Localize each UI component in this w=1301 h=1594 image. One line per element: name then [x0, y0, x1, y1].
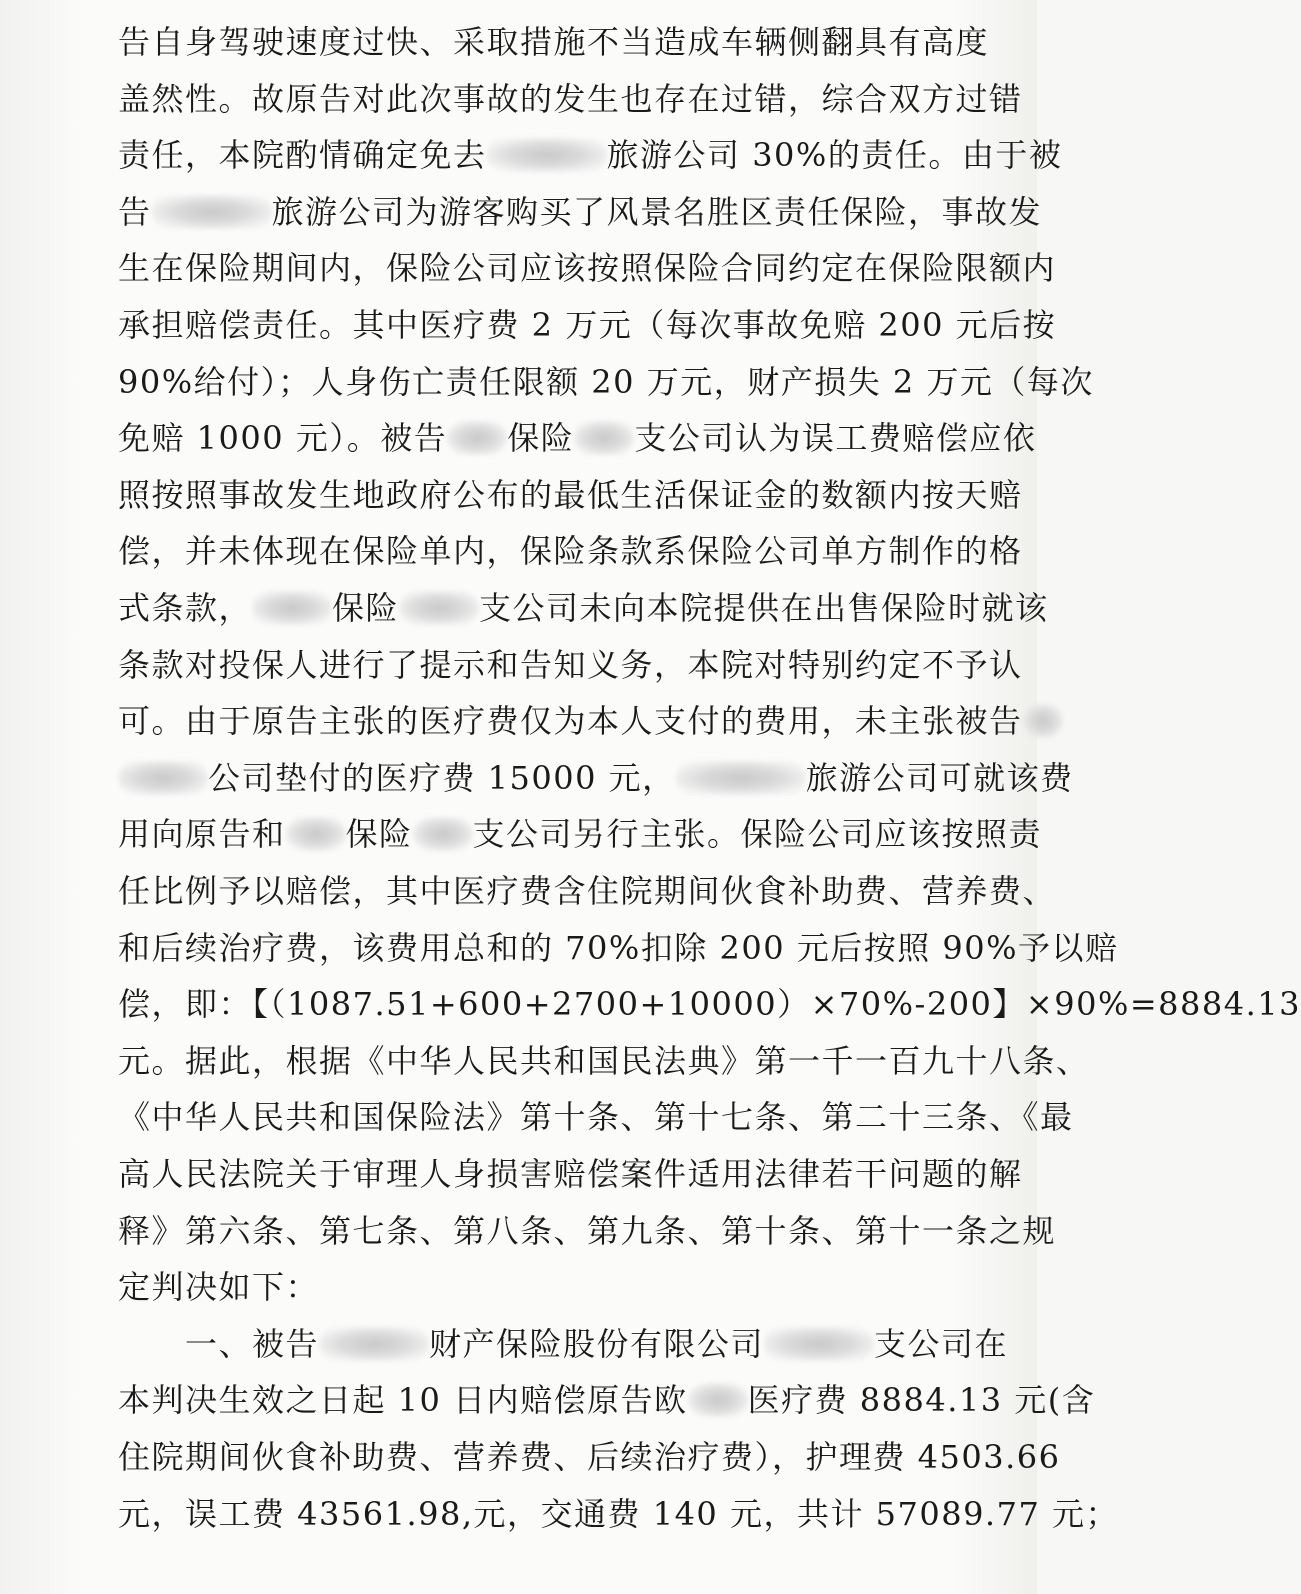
redacted-blur — [764, 1327, 874, 1361]
text-segment: 旅游公司 30%的责任。由于被 — [606, 136, 1063, 175]
text-segment: 盖然性。故原告对此次事故的发生也存在过错，综合双方过错 — [118, 79, 1023, 118]
text-line — [118, 580, 1049, 636]
text-segment: 用向原告和 — [118, 815, 286, 854]
text-line — [118, 240, 1057, 296]
text-line — [118, 1146, 1023, 1202]
text-line — [118, 1486, 1119, 1542]
text-segment: 公司垫付的医疗费 15000 元， — [208, 758, 676, 797]
text-segment: 生在保险期间内，保险公司应该按照保险合同约定在保险限额内 — [118, 249, 1057, 288]
text-segment: 支公司未向本院提供在出售保险时就该 — [479, 589, 1049, 627]
text-line — [118, 750, 1074, 806]
text-segment: 高人民法院关于审理人身损害赔偿案件适用法律若干问题的解 — [118, 1155, 1023, 1193]
text-line — [118, 976, 1301, 1032]
redacted-blur — [118, 761, 208, 795]
text-segment: 本判决生效之日起 10 日内赔偿原告欧 — [118, 1381, 688, 1420]
text-segment: 承担赔偿责任。其中医疗费 2 万元（每次事故免赔 200 元后按 — [118, 306, 1057, 344]
text-segment: 责任，本院酌情确定免去 — [118, 136, 487, 175]
redacted-blur — [676, 761, 806, 795]
text-segment: 释》第六条、第七条、第八条、第九条、第十条、第十一条之规 — [118, 1211, 1057, 1250]
text-line — [118, 863, 1057, 919]
redacted-blur — [252, 591, 332, 625]
text-segment: 任比例予以赔偿，其中医疗费含住院期间伙食补助费、营养费、 — [118, 872, 1057, 910]
text-segment: 旅游公司为游客购买了风景名胜区责任保险，事故发 — [271, 192, 1043, 231]
text-segment: 告自身驾驶速度过快、采取措施不当造成车辆侧翻具有高度 — [118, 23, 990, 61]
text-line — [118, 1372, 1096, 1428]
text-line — [118, 1033, 1090, 1089]
redacted-blur — [447, 421, 507, 455]
text-segment: 元，误工费 43561.98,元，交通费 140 元，共计 57089.77 元； — [118, 1494, 1119, 1533]
redacted-blur — [152, 195, 272, 229]
text-segment: 条款对投保人进行了提示和告知义务，本院对特别约定不予认 — [118, 645, 1023, 684]
text-segment: 照按照事故发生地政府公布的最低生活保证金的数额内按天赔 — [118, 475, 1023, 514]
text-segment: 财产保险股份有限公司 — [429, 1324, 765, 1363]
text-segment: 偿，即：【（1087.51+600+2700+10000）×70%-200】×90%=8884.13 — [118, 985, 1301, 1024]
text-line — [118, 806, 1043, 862]
text-segment: 一、被告 — [118, 1324, 320, 1363]
text-line — [118, 1089, 1074, 1145]
text-line — [118, 1429, 1061, 1485]
text-line — [118, 410, 1037, 466]
text-segment: 保险 — [332, 589, 400, 627]
text-line — [118, 920, 1119, 976]
text-segment: 式条款， — [118, 589, 253, 627]
text-segment: 免赔 1000 元）。被告 — [118, 419, 448, 458]
redacted-blur — [286, 817, 346, 851]
text-segment: 90%给付）；人身伤亡责任限额 20 万元，财产损失 2 万元（每次 — [118, 362, 1094, 401]
text-segment: 旅游公司可就该费 — [805, 758, 1074, 797]
text-segment: 支公司认为误工费赔偿应依 — [634, 419, 1037, 458]
text-segment: 医疗费 8884.13 元(含 — [747, 1381, 1096, 1420]
text-segment: 保险 — [507, 419, 575, 458]
text-line — [118, 184, 1043, 240]
text-segment: 定判决如下： — [118, 1268, 320, 1307]
redacted-blur — [487, 138, 607, 172]
text-segment: 偿，并未体现在保险单内，保险条款系保险公司单方制作的格 — [118, 532, 1023, 571]
text-segment: 告 — [118, 192, 152, 231]
text-line — [118, 71, 1023, 127]
text-segment: 支公司另行主张。保险公司应该按照责 — [472, 815, 1043, 854]
text-segment: 《中华人民共和国保险法》第十条、第十七条、第二十三条、《最 — [118, 1098, 1074, 1137]
text-line — [118, 693, 1023, 749]
text-segment: 住院期间伙食补助费、营养费、后续治疗费），护理费 4503.66 — [118, 1438, 1061, 1476]
text-segment: 元。据此，根据《中华人民共和国民法典》第一千一百九十八条、 — [118, 1041, 1090, 1080]
text-line — [118, 354, 1094, 410]
text-line — [118, 1203, 1057, 1259]
redacted-blur — [319, 1327, 429, 1361]
text-line — [118, 1259, 948, 1315]
text-segment: 和后续治疗费，该费用总和的 70%扣除 200 元后按照 90%予以赔 — [118, 928, 1119, 967]
text-line — [118, 1316, 1009, 1372]
text-line — [118, 523, 1023, 579]
text-line — [118, 637, 1023, 693]
redacted-blur — [413, 817, 473, 851]
redacted-blur — [1023, 704, 1063, 738]
redacted-blur — [688, 1383, 748, 1417]
text-segment: 可。由于原告主张的医疗费仅为本人支付的费用，未主张被告 — [118, 702, 1023, 741]
text-line — [118, 14, 990, 70]
text-line — [118, 297, 1057, 353]
redacted-blur — [574, 421, 634, 455]
redacted-blur — [399, 591, 479, 625]
text-line — [118, 467, 1023, 523]
text-segment: 保险 — [345, 815, 413, 854]
text-line — [118, 127, 1063, 183]
text-segment: 支公司在 — [874, 1324, 1009, 1363]
